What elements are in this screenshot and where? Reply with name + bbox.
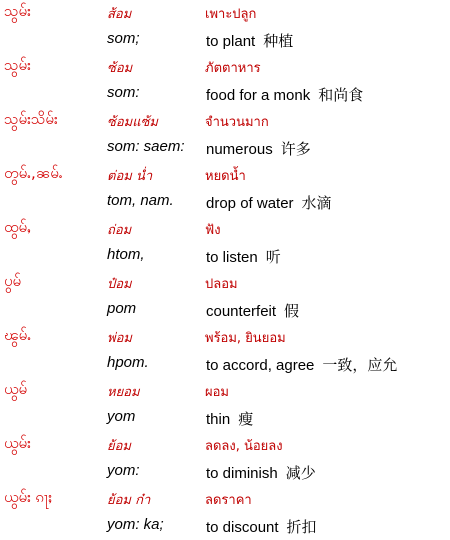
shan-script-word: တွမ်ႉ,ၼမ်ႉ: [4, 164, 63, 182]
romanization: yom:: [107, 462, 140, 479]
english-meaning: counterfeit: [206, 303, 277, 320]
english-meaning: to plant: [206, 33, 256, 50]
shan-script-word: ထွမ်ႇ: [4, 218, 31, 236]
romanization: yom: ka;: [107, 516, 164, 533]
dictionary-entry: [0, 54, 450, 108]
dictionary-entry: [0, 378, 450, 432]
thai-transliteration: หยอม: [107, 385, 140, 400]
english-meaning-line: [206, 354, 397, 375]
thai-transliteration: ป๋อม: [107, 277, 132, 292]
english-meaning-line: [206, 192, 332, 213]
thai-meaning: ฟัง: [205, 223, 221, 238]
thai-transliteration: ซ้อม: [107, 61, 133, 76]
thai-transliteration: ถ่อม: [107, 223, 132, 238]
thai-meaning: ปลอม: [205, 277, 238, 292]
english-meaning: food for a monk: [206, 87, 311, 104]
english-meaning-line: [206, 462, 316, 483]
shan-script-word: ပွမ်: [4, 272, 22, 290]
thai-meaning: ลดลง, น้อยลง: [205, 439, 283, 454]
dictionary-entry: [0, 324, 450, 378]
dictionary-entry: [0, 486, 450, 540]
shan-script-word: သွမ်း: [4, 56, 31, 74]
english-meaning-line: [206, 300, 299, 321]
chinese-meaning: 一致，应允: [322, 356, 398, 374]
shan-script-word: ယွမ်း ၵႃႈ: [4, 488, 53, 506]
english-meaning-line: [206, 246, 281, 267]
thai-meaning: หยดน้ำ: [205, 169, 246, 184]
thai-transliteration: ซ้อมแซ้ม: [107, 115, 158, 130]
thai-meaning: ลดราคา: [205, 493, 252, 508]
dictionary-entry: [0, 0, 450, 54]
romanization: som;: [107, 30, 140, 47]
romanization: yom: [107, 408, 136, 425]
english-meaning: to listen: [206, 249, 258, 266]
dictionary-entry: [0, 432, 450, 486]
english-meaning-line: [206, 30, 293, 51]
thai-meaning: ภัตตาหาร: [205, 61, 261, 76]
shan-script-word: ယွမ်း: [4, 434, 31, 452]
english-meaning-line: [206, 138, 311, 159]
chinese-meaning: 种植: [263, 32, 294, 50]
chinese-meaning: 听: [265, 248, 281, 266]
dictionary-entry: [0, 270, 450, 324]
chinese-meaning: 和尚食: [318, 86, 364, 104]
dictionary-entry: [0, 162, 450, 216]
romanization: som: saem:: [107, 138, 185, 155]
dictionary-entry: [0, 216, 450, 270]
thai-meaning: ผอม: [205, 385, 229, 400]
english-meaning-line: [206, 516, 317, 537]
dictionary-entry: [0, 108, 450, 162]
thai-transliteration: ส้อม: [107, 7, 132, 22]
romanization: pom: [107, 300, 137, 317]
english-meaning: to discount: [206, 519, 279, 536]
english-meaning-line: [206, 84, 363, 105]
thai-transliteration: ย้อม: [107, 439, 131, 454]
shan-script-word: ယွမ်: [4, 380, 28, 398]
thai-transliteration: ย้อม ก๋า: [107, 493, 151, 508]
chinese-meaning: 瘦: [238, 410, 254, 428]
romanization: som:: [107, 84, 140, 101]
thai-transliteration: พ่อม: [107, 331, 132, 346]
shan-script-word: ၽွမ်ႉ: [4, 326, 32, 344]
chinese-meaning: 假: [284, 302, 300, 320]
thai-meaning: เพาะปลูก: [205, 7, 257, 22]
romanization: hpom.: [107, 354, 149, 371]
english-meaning: thin: [206, 411, 231, 428]
romanization: tom, nam.: [107, 192, 174, 209]
thai-meaning: จำนวนมาก: [205, 115, 269, 130]
chinese-meaning: 折扣: [286, 518, 317, 536]
shan-script-word: သွမ်း: [4, 2, 31, 20]
romanization: htom,: [107, 246, 145, 263]
chinese-meaning: 水滴: [301, 194, 332, 212]
english-meaning: to diminish: [206, 465, 278, 482]
english-meaning-line: [206, 408, 253, 429]
thai-transliteration: ต่อม น่ำ: [107, 169, 153, 184]
thai-meaning: พร้อม, ยินยอม: [205, 331, 286, 346]
chinese-meaning: 减少: [285, 464, 316, 482]
english-meaning: numerous: [206, 141, 273, 158]
shan-script-word: သွမ်းသိမ်း: [4, 110, 58, 128]
english-meaning: to accord, agree: [206, 357, 315, 374]
chinese-meaning: 许多: [280, 140, 311, 158]
english-meaning: drop of water: [206, 195, 294, 212]
